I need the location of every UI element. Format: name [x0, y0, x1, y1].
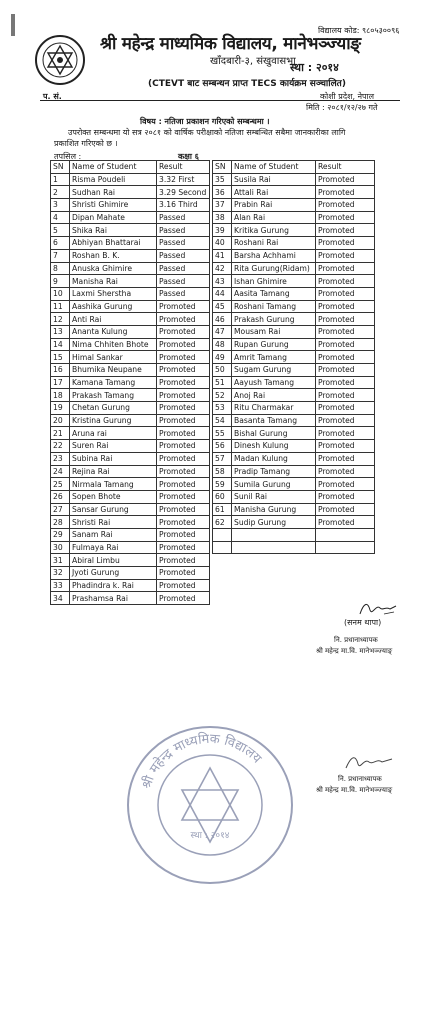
student-sn: 2 — [51, 186, 70, 199]
principal-signature-2 — [344, 752, 394, 774]
student-result: Promoted — [316, 516, 375, 529]
table-row — [51, 528, 210, 541]
details-label: तपसिल : — [54, 152, 82, 161]
student-result: Promoted — [316, 478, 375, 491]
student-name: Manisha Gurung — [232, 503, 316, 516]
reference-label: प. सं. — [43, 92, 62, 101]
student-name: Sopen Bhote — [70, 490, 157, 503]
student-result: Promoted — [316, 338, 375, 351]
student-sn: 41 — [213, 249, 232, 262]
header-divider — [40, 100, 400, 101]
header-name: Name of Student — [70, 161, 157, 174]
header-name: Name of Student — [232, 161, 316, 174]
student-result: Promoted — [157, 414, 210, 427]
table-row — [213, 211, 375, 224]
student-name: Abiral Limbu — [70, 554, 157, 567]
student-sn: 36 — [213, 186, 232, 199]
student-result: Promoted — [157, 325, 210, 338]
student-result: Promoted — [316, 490, 375, 503]
student-result: Promoted — [316, 224, 375, 237]
student-name: Rupan Gurung — [232, 338, 316, 351]
table-row — [51, 376, 210, 389]
student-result: Promoted — [316, 275, 375, 288]
student-result: Promoted — [157, 516, 210, 529]
student-result: 3.16 Third — [157, 199, 210, 212]
student-sn: 57 — [213, 452, 232, 465]
student-result: Promoted — [157, 554, 210, 567]
affiliation-note: (CTEVT बाट सम्बन्धन प्राप्त TECS कार्यक्रम सञ्चालित) — [148, 79, 346, 89]
table-row — [51, 300, 210, 313]
student-result: Promoted — [157, 478, 210, 491]
class-label: कक्षा ६ — [178, 152, 199, 161]
student-result: Promoted — [316, 287, 375, 300]
table-row — [51, 364, 210, 377]
table-row — [51, 262, 210, 275]
student-sn: 52 — [213, 389, 232, 402]
student-sn: 62 — [213, 516, 232, 529]
student-result: Promoted — [157, 427, 210, 440]
svg-text:श्री महेन्द्र माध्यमिक विद्याल — [138, 731, 264, 791]
table-row — [213, 440, 375, 453]
student-sn: 10 — [51, 287, 70, 300]
results-table-right — [212, 160, 375, 554]
student-sn: 1 — [51, 173, 70, 186]
student-sn: 49 — [213, 351, 232, 364]
table-row — [51, 452, 210, 465]
student-result: Promoted — [157, 351, 210, 364]
student-name: Barsha Achhami — [232, 249, 316, 262]
student-name: Sumila Gurung — [232, 478, 316, 491]
student-result: Promoted — [157, 528, 210, 541]
student-name: Amrit Tamang — [232, 351, 316, 364]
table-row — [213, 402, 375, 415]
student-result: Passed — [157, 262, 210, 275]
student-sn: 9 — [51, 275, 70, 288]
school-name: श्री महेन्द्र माध्यमिक विद्यालय, मानेभञ्ज्याङ् — [100, 34, 361, 54]
student-result: Promoted — [157, 579, 210, 592]
student-result: Passed — [157, 224, 210, 237]
student-result: Passed — [157, 287, 210, 300]
student-name: Kristina Gurung — [70, 414, 157, 427]
student-result: Promoted — [316, 300, 375, 313]
table-row — [51, 402, 210, 415]
student-sn: 12 — [51, 313, 70, 326]
table-row — [213, 287, 375, 300]
table-row — [213, 275, 375, 288]
student-result: Promoted — [316, 414, 375, 427]
student-name: Nirmala Tamang — [70, 478, 157, 491]
student-result: Promoted — [316, 237, 375, 250]
table-row — [213, 351, 375, 364]
student-name: Sanam Rai — [70, 528, 157, 541]
student-result: Promoted — [157, 364, 210, 377]
student-result: Passed — [157, 237, 210, 250]
table-row — [51, 427, 210, 440]
header-sn: SN — [51, 161, 70, 174]
student-sn: 16 — [51, 364, 70, 377]
student-result: Passed — [157, 275, 210, 288]
table-row — [51, 224, 210, 237]
student-sn: 15 — [51, 351, 70, 364]
student-result: Promoted — [316, 389, 375, 402]
table-row — [51, 389, 210, 402]
table-row — [213, 376, 375, 389]
signatory-title-2: नि. प्रधानाध्यापक — [338, 775, 382, 783]
student-sn: 11 — [51, 300, 70, 313]
student-sn: 55 — [213, 427, 232, 440]
table-row — [51, 592, 210, 605]
student-result: Promoted — [316, 402, 375, 415]
student-result: Promoted — [316, 503, 375, 516]
table-row — [51, 237, 210, 250]
table-row — [213, 414, 375, 427]
student-name: Sudip Gurung — [232, 516, 316, 529]
student-sn: 34 — [51, 592, 70, 605]
student-sn: 13 — [51, 325, 70, 338]
student-result: Promoted — [316, 376, 375, 389]
student-result: Promoted — [316, 173, 375, 186]
student-result: Promoted — [316, 364, 375, 377]
student-sn: 44 — [213, 287, 232, 300]
table-row — [213, 490, 375, 503]
student-sn: 20 — [51, 414, 70, 427]
student-sn: 3 — [51, 199, 70, 212]
student-name: Ananta Kulung — [70, 325, 157, 338]
student-name: Fulmaya Rai — [70, 541, 157, 554]
student-name: Jyoti Gurung — [70, 567, 157, 580]
table-row — [51, 465, 210, 478]
student-name: Rita Gurung(Ridam) — [232, 262, 316, 275]
student-name: Anti Rai — [70, 313, 157, 326]
student-name: Nima Chhiten Bhote — [70, 338, 157, 351]
student-result: Promoted — [157, 503, 210, 516]
student-result: Promoted — [157, 490, 210, 503]
student-name: Chetan Gurung — [70, 402, 157, 415]
school-code: विद्यालय कोड: ९८०५३००९६ — [318, 26, 400, 35]
student-sn: 39 — [213, 224, 232, 237]
student-name: Manisha Rai — [70, 275, 157, 288]
table-row — [213, 389, 375, 402]
table-row — [51, 186, 210, 199]
table-row — [213, 452, 375, 465]
table-row — [51, 211, 210, 224]
student-name: Ritu Charmakar — [232, 402, 316, 415]
province: कोशी प्रदेश, नेपाल — [320, 92, 375, 101]
empty-row — [213, 528, 375, 541]
student-result: Promoted — [157, 313, 210, 326]
student-sn: 53 — [213, 402, 232, 415]
student-sn: 35 — [213, 173, 232, 186]
student-name: Roshan B. K. — [70, 249, 157, 262]
table-row — [213, 300, 375, 313]
student-sn: 58 — [213, 465, 232, 478]
student-sn: 28 — [51, 516, 70, 529]
student-name: Roshani Tamang — [232, 300, 316, 313]
student-result: Passed — [157, 249, 210, 262]
table-row — [51, 325, 210, 338]
table-row — [51, 199, 210, 212]
student-name: Alan Rai — [232, 211, 316, 224]
student-name: Aasita Tamang — [232, 287, 316, 300]
table-row — [51, 351, 210, 364]
student-sn: 14 — [51, 338, 70, 351]
student-name: Basanta Tamang — [232, 414, 316, 427]
student-result: Promoted — [157, 567, 210, 580]
header-result: Result — [316, 161, 375, 174]
table-row — [51, 478, 210, 491]
student-sn: 46 — [213, 313, 232, 326]
table-row — [51, 541, 210, 554]
table-row — [213, 173, 375, 186]
table-row — [213, 237, 375, 250]
table-row — [213, 516, 375, 529]
student-sn: 51 — [213, 376, 232, 389]
student-name: Dinesh Kulung — [232, 440, 316, 453]
student-name: Abhiyan Bhattarai — [70, 237, 157, 250]
table-row — [213, 427, 375, 440]
table-row — [51, 516, 210, 529]
student-sn: 50 — [213, 364, 232, 377]
student-sn: 19 — [51, 402, 70, 415]
student-name: Phadindra k. Rai — [70, 579, 157, 592]
student-sn: 48 — [213, 338, 232, 351]
student-name: Attali Rai — [232, 186, 316, 199]
stamp-ring-text: श्री महेन्द्र माध्यमिक विद्यालय — [139, 731, 265, 791]
student-name: Ishan Ghimire — [232, 275, 316, 288]
table-row — [51, 490, 210, 503]
student-sn: 26 — [51, 490, 70, 503]
student-name: Prashamsa Rai — [70, 592, 157, 605]
letter-date: मिति : २०८१/१२/२७ गते — [306, 103, 378, 112]
student-result: Promoted — [316, 186, 375, 199]
table-row — [51, 414, 210, 427]
signatory-name: (सनम थापा) — [344, 618, 382, 627]
student-sn: 4 — [51, 211, 70, 224]
student-sn: 25 — [51, 478, 70, 491]
student-name: Himal Sankar — [70, 351, 157, 364]
student-name: Sansar Gurung — [70, 503, 157, 516]
table-row — [213, 313, 375, 326]
letter-body-line1: उपरोक्त सम्बन्धमा यो सत्र २०८१ को वार्षिक परीक्षाको नतिजा सम्बन्धित सबैमा जानकारीका लागि — [68, 128, 346, 137]
student-name: Sugam Gurung — [232, 364, 316, 377]
scan-edge-mark — [11, 14, 15, 36]
letter-body-line2: प्रकाशित गरिएको छ । — [54, 139, 118, 148]
student-name: Risma Poudeli — [70, 173, 157, 186]
student-name: Suren Rai — [70, 440, 157, 453]
school-seal-stamp — [120, 720, 300, 890]
student-sn: 40 — [213, 237, 232, 250]
student-result: Promoted — [316, 452, 375, 465]
student-result: Promoted — [316, 465, 375, 478]
student-name: Bishal Gurung — [232, 427, 316, 440]
student-sn: 5 — [51, 224, 70, 237]
table-row — [213, 364, 375, 377]
student-result: Promoted — [316, 440, 375, 453]
table-row — [213, 186, 375, 199]
principal-signature — [358, 600, 398, 618]
table-row — [213, 478, 375, 491]
table-row — [51, 567, 210, 580]
student-name: Aayush Tamang — [232, 376, 316, 389]
student-result: Promoted — [157, 402, 210, 415]
table-row — [213, 224, 375, 237]
letter-subject: विषय : नतिजा प्रकाशन गरिएको सम्बन्धमा । — [140, 117, 270, 126]
table-row — [51, 338, 210, 351]
student-result: Promoted — [157, 440, 210, 453]
student-result: 3.29 Second — [157, 186, 210, 199]
table-row — [51, 554, 210, 567]
table-row — [51, 173, 210, 186]
student-name: Madan Kulung — [232, 452, 316, 465]
student-sn: 45 — [213, 300, 232, 313]
student-sn: 43 — [213, 275, 232, 288]
table-row — [51, 275, 210, 288]
student-sn: 24 — [51, 465, 70, 478]
student-name: Shristi Ghimire — [70, 199, 157, 212]
student-result: Promoted — [316, 325, 375, 338]
table-row — [51, 579, 210, 592]
student-sn: 17 — [51, 376, 70, 389]
table-header-row — [213, 161, 375, 174]
table-row — [213, 249, 375, 262]
student-name: Anoj Rai — [232, 389, 316, 402]
student-name: Sudhan Rai — [70, 186, 157, 199]
student-name: Shika Rai — [70, 224, 157, 237]
student-sn: 32 — [51, 567, 70, 580]
table-row — [51, 249, 210, 262]
student-sn: 8 — [51, 262, 70, 275]
student-sn: 37 — [213, 199, 232, 212]
student-sn: 56 — [213, 440, 232, 453]
student-sn: 59 — [213, 478, 232, 491]
student-result: Promoted — [157, 389, 210, 402]
student-sn: 33 — [51, 579, 70, 592]
header-sn: SN — [213, 161, 232, 174]
student-name: Rejina Rai — [70, 465, 157, 478]
table-row — [213, 325, 375, 338]
empty-row — [213, 541, 375, 554]
table-row — [51, 503, 210, 516]
established-year: स्था : २०१४ — [290, 61, 339, 74]
table-row — [213, 465, 375, 478]
student-name: Sunil Rai — [232, 490, 316, 503]
student-name: Roshani Rai — [232, 237, 316, 250]
student-sn: 31 — [51, 554, 70, 567]
student-result: Promoted — [316, 262, 375, 275]
student-sn: 23 — [51, 452, 70, 465]
student-name: Mousam Rai — [232, 325, 316, 338]
school-logo — [34, 34, 86, 86]
student-sn: 30 — [51, 541, 70, 554]
student-result: Promoted — [316, 427, 375, 440]
student-name: Prabin Rai — [232, 199, 316, 212]
school-address: खाँदबारी-३, संखुवासभा — [210, 56, 296, 67]
student-result: Promoted — [157, 592, 210, 605]
student-sn: 54 — [213, 414, 232, 427]
signatory-school: श्री महेन्द्र मा.वि. मानेभञ्ज्याङ् — [316, 647, 393, 655]
student-result: Promoted — [157, 452, 210, 465]
results-table-left — [50, 160, 210, 605]
student-name: Aruna rai — [70, 427, 157, 440]
student-result: Promoted — [316, 249, 375, 262]
student-sn: 27 — [51, 503, 70, 516]
student-sn: 18 — [51, 389, 70, 402]
student-sn: 7 — [51, 249, 70, 262]
student-sn: 29 — [51, 528, 70, 541]
student-name: Laxmi Sherstha — [70, 287, 157, 300]
student-sn: 60 — [213, 490, 232, 503]
student-result: Promoted — [157, 300, 210, 313]
table-row — [213, 338, 375, 351]
signatory-school-2: श्री महेन्द्र मा.वि. मानेभञ्ज्याङ् — [316, 786, 393, 794]
table-row — [51, 313, 210, 326]
student-name: Dipan Mahate — [70, 211, 157, 224]
table-row — [213, 262, 375, 275]
student-name: Prakash Tamang — [70, 389, 157, 402]
student-sn: 42 — [213, 262, 232, 275]
table-header-row — [51, 161, 210, 174]
student-sn: 6 — [51, 237, 70, 250]
signatory-title: नि. प्रधानाध्यापक — [334, 636, 378, 644]
student-sn: 38 — [213, 211, 232, 224]
student-result: Promoted — [316, 199, 375, 212]
student-sn: 61 — [213, 503, 232, 516]
student-result: Promoted — [316, 351, 375, 364]
student-name: Kamana Tamang — [70, 376, 157, 389]
student-result: Promoted — [316, 211, 375, 224]
table-row — [213, 199, 375, 212]
student-result: Promoted — [157, 541, 210, 554]
student-result: 3.32 First — [157, 173, 210, 186]
student-name: Subina Rai — [70, 452, 157, 465]
table-row — [51, 440, 210, 453]
student-name: Kritika Gurung — [232, 224, 316, 237]
student-result: Promoted — [316, 313, 375, 326]
student-name: Pradip Tamang — [232, 465, 316, 478]
student-sn: 22 — [51, 440, 70, 453]
stamp-center-text: स्था : २०१४ — [190, 831, 230, 841]
student-name: Prakash Gurung — [232, 313, 316, 326]
student-sn: 21 — [51, 427, 70, 440]
student-name: Susila Rai — [232, 173, 316, 186]
table-row — [213, 503, 375, 516]
student-name: Anuska Ghimire — [70, 262, 157, 275]
student-name: Shristi Rai — [70, 516, 157, 529]
student-sn: 47 — [213, 325, 232, 338]
student-result: Passed — [157, 211, 210, 224]
student-result: Promoted — [157, 338, 210, 351]
student-result: Promoted — [157, 376, 210, 389]
student-name: Aashika Gurung — [70, 300, 157, 313]
student-result: Promoted — [157, 465, 210, 478]
table-row — [51, 287, 210, 300]
student-name: Bhumika Neupane — [70, 364, 157, 377]
header-result: Result — [157, 161, 210, 174]
